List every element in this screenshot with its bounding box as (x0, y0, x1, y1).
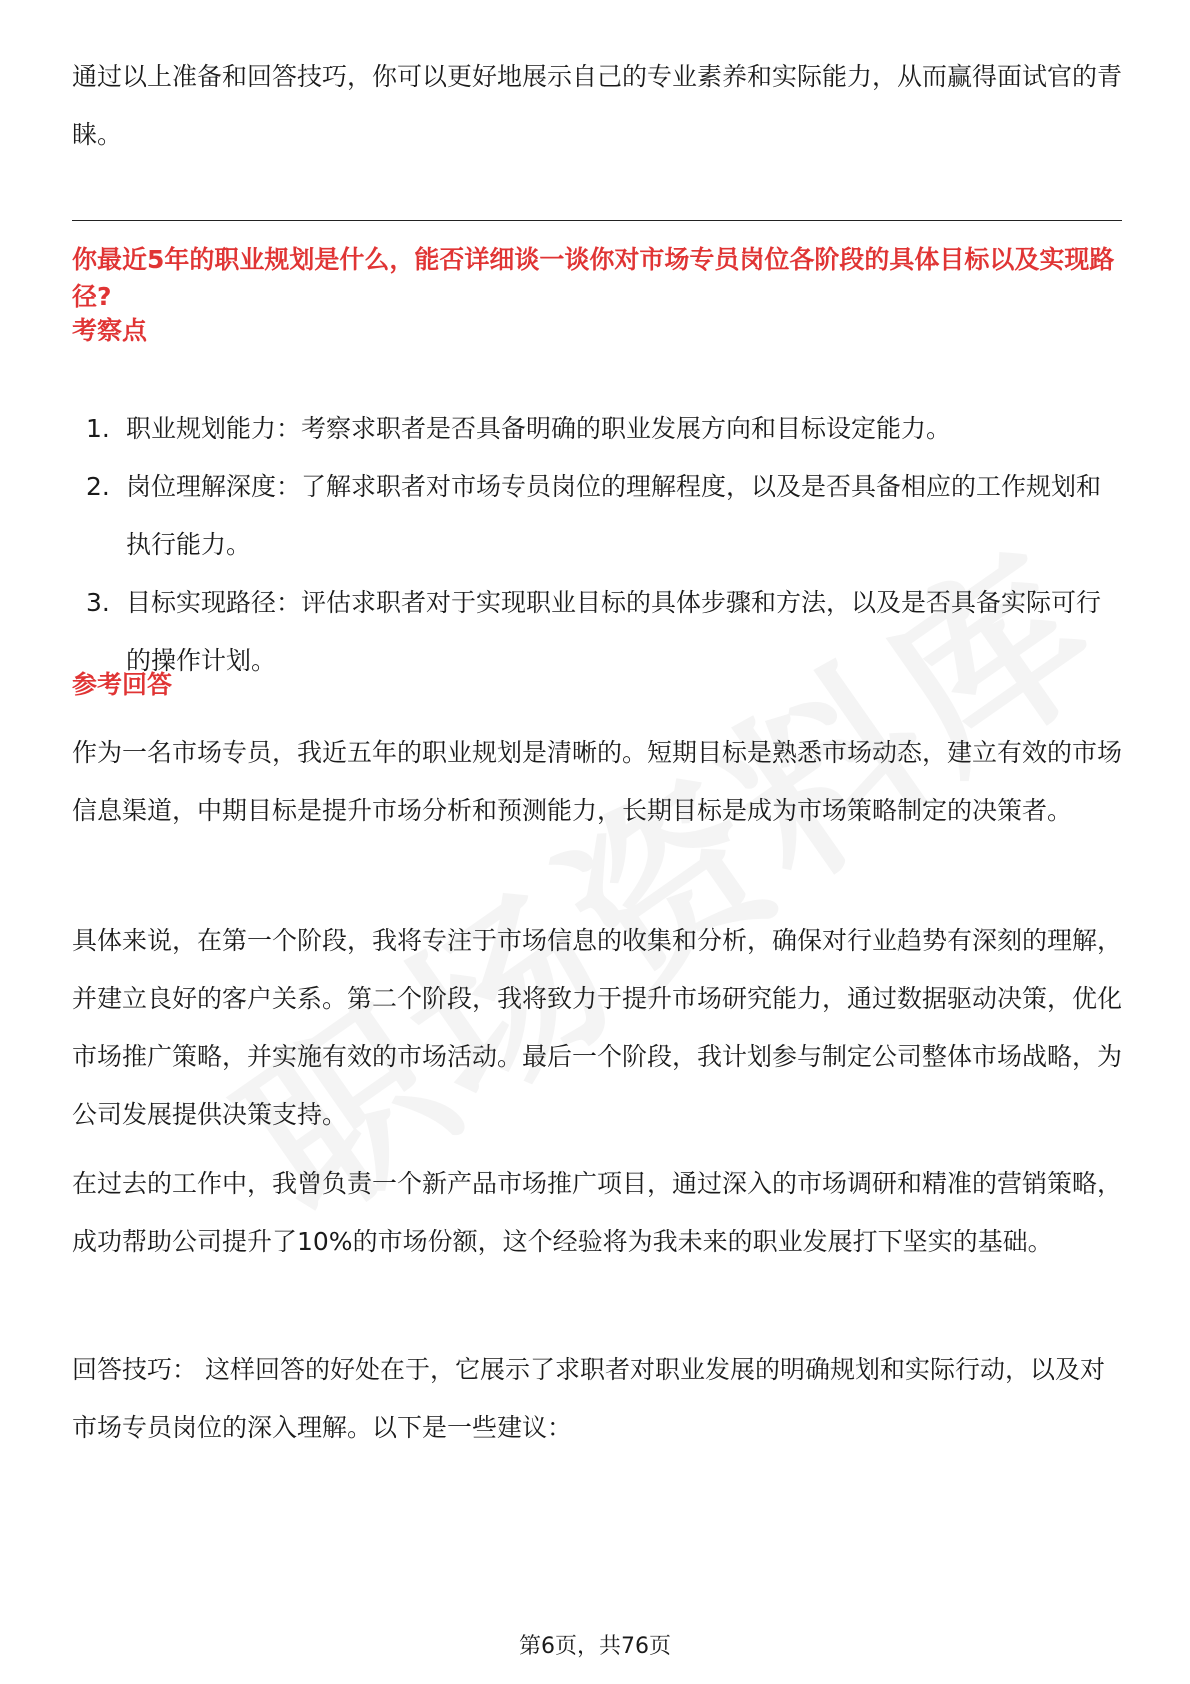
list-item-number: 2. (86, 472, 110, 501)
intro-paragraph: 通过以上准备和回答技巧，你可以更好地展示自己的专业素养和实际能力，从而赢得面试官的青睐。 (72, 62, 1123, 149)
answer-paragraph: 在过去的工作中，我曾负责一个新产品市场推广项目，通过深入的市场调研和精准的营销策略，成功帮助公司提升了10%的市场份额，这个经验将为我未来的职业发展打下坚实的基础。 (72, 1169, 1123, 1256)
answer-paragraph: 具体来说，在第一个阶段，我将专注于市场信息的收集和分析，确保对行业趋势有深刻的理解，并建立良好的客户关系。第二个阶段，我将致力于提升市场研究能力，通过数据驱动决策，优化市场推广策略，并实施有效的市场活动。最后一个阶段，我计划参与制定公司整体市场战略，为公司发展提供决策支持。 (72, 926, 1123, 1129)
list-item-number: 3. (86, 588, 110, 617)
assessment-list (72, 400, 1122, 690)
list-item-number: 1. (86, 414, 110, 443)
list-item (72, 574, 1122, 690)
list-item (72, 458, 1122, 574)
list-item-text: 目标实现路径：评估求职者对于实现职业目标的具体步骤和方法，以及是否具备实际可行的操作计划。 (126, 588, 1102, 675)
section-divider (72, 220, 1122, 221)
answer-heading: 参考回答 (72, 670, 173, 699)
answer-tips-paragraph: 回答技巧： 这样回答的好处在于，它展示了求职者对职业发展的明确规划和实际行动，以及对市场专员岗位的深入理解。以下是一些建议： (72, 1355, 1105, 1442)
answer-paragraph: 作为一名市场专员，我近五年的职业规划是清晰的。短期目标是熟悉市场动态，建立有效的市场信息渠道，中期目标是提升市场分析和预测能力，长期目标是成为市场策略制定的决策者。 (72, 738, 1123, 825)
question-heading: 你最近5年的职业规划是什么，能否详细谈一谈你对市场专员岗位各阶段的具体目标以及实现路径? (72, 245, 1115, 311)
list-item (72, 400, 1122, 458)
page-number: 第6页，共76页 (519, 1634, 671, 1659)
list-item-text: 职业规划能力：考察求职者是否具备明确的职业发展方向和目标设定能力。 (126, 414, 952, 443)
list-item-text: 岗位理解深度：了解求职者对市场专员岗位的理解程度，以及是否具备相应的工作规划和执行能力。 (126, 472, 1102, 559)
assessment-heading: 考察点 (72, 316, 148, 345)
